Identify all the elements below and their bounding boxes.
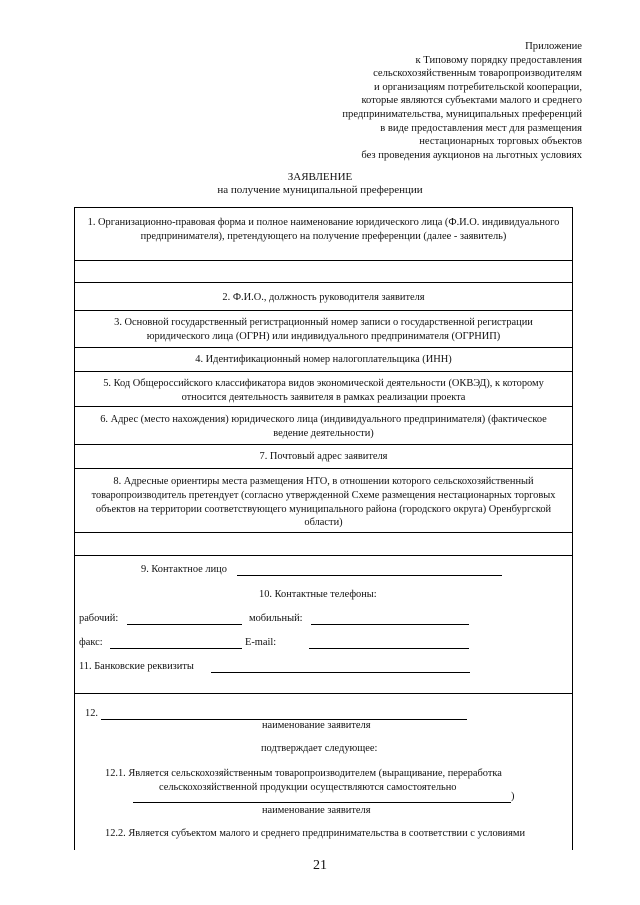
row-6-label: 6. Адрес (место нахождения) юридического лица (индивидуального предпринимателя) (фактическое ведение деятельности) [100,414,547,439]
bank-details-label: 11. Банковские реквизиты [79,661,194,672]
email-label: E-mail: [245,637,277,648]
fax-label: факс: [79,637,103,648]
contact-person-field[interactable] [237,575,502,576]
item-12-1-line2: сельскохозяйственной продукции осуществляются самостоятельно [159,782,457,793]
close-paren: ) [511,791,515,802]
application-form [74,207,573,850]
item-12-1-line1: 12.1. Является сельскохозяйственным товаропроизводителем (выращивание, переработка [105,768,502,779]
mobile-phone-field[interactable] [311,624,469,625]
appendix-line: к Типовому порядку предоставления [415,54,582,66]
contact-person-label: 9. Контактное лицо [141,564,227,575]
row-7-label: 7. Почтовый адрес заявителя [259,451,388,462]
divider [75,347,572,348]
row-2-label: 2. Ф.И.О., должность руководителя заявителя [222,292,425,303]
row-3-label: 3. Основной государственный регистрационный номер записи о государственной регистрации юридического лица (ОГРН) или индивидуального предпринимателя (ОГРНИП) [114,317,533,342]
row-4-label: 4. Идентификационный номер налогоплательщика (ИНН) [195,354,452,365]
appendix-line: которые являются субъектами малого и среднего [361,95,582,107]
appendix-line: Приложение [525,41,582,52]
row-5-label: 5. Код Общероссийского классификатора видов экономической деятельности (ОКВЭД), к которому относится деятельность заявителя в рамках реализации проекта [103,378,544,403]
appendix-line: нестационарных торговых объектов [419,136,582,148]
row-8-label: 8. Адресные ориентиры места размещения НТО, в отношении которого сельскохозяйственный товаропроизводитель претендует (согласно утвержденной Схеме размещения нестационарных торговых объектов на территории соответствующего муниципального района (городского округа) Оренбургской области) [91,476,556,529]
divider [75,555,572,556]
divider [75,532,572,533]
bank-details-field[interactable] [211,672,470,673]
divider [75,406,572,407]
divider [75,693,572,694]
appendix-line: без проведения аукционов на льготных условиях [361,149,582,161]
divider [75,260,572,261]
divider [75,282,572,283]
row-1-label: 1. Организационно-правовая форма и полное наименование юридического лица (Ф.И.О. индивидуального предпринимателя), претендующего на получение преференции (далее - заявитель) [87,217,560,242]
contact-phones-label: 10. Контактные телефоны: [259,589,377,600]
divider [75,371,572,372]
applicant-name-caption-2: наименование заявителя [262,805,371,816]
divider [75,468,572,469]
item-12-2-text: 12.2. Является субъектом малого и среднего предпринимательства в соответствии с условиями [105,828,526,839]
appendix-line: сельскохозяйственным товаропроизводителям [373,68,582,80]
item-12-label: 12. [85,708,98,719]
work-phone-field[interactable] [127,624,242,625]
confirms-text: подтверждает следующее: [261,743,378,754]
document-title: ЗАЯВЛЕНИЕ [287,171,353,183]
item-12-1-field[interactable] [133,802,511,803]
appendix-line: в виде предоставления мест для размещения [380,122,582,134]
page-number: 21 [313,858,327,873]
appendix-line: предпринимательства, муниципальных преференций [342,108,582,120]
appendix-line: и организациям потребительской кооперации, [374,81,582,93]
divider [75,444,572,445]
applicant-name-caption: наименование заявителя [262,720,371,731]
mobile-phone-label: мобильный: [249,613,303,624]
work-phone-label: рабочий: [79,613,119,624]
divider [75,310,572,311]
fax-field[interactable] [110,648,242,649]
document-subtitle: на получение муниципальной преференции [217,184,423,196]
email-field[interactable] [309,648,469,649]
appendix-header [282,40,582,162]
